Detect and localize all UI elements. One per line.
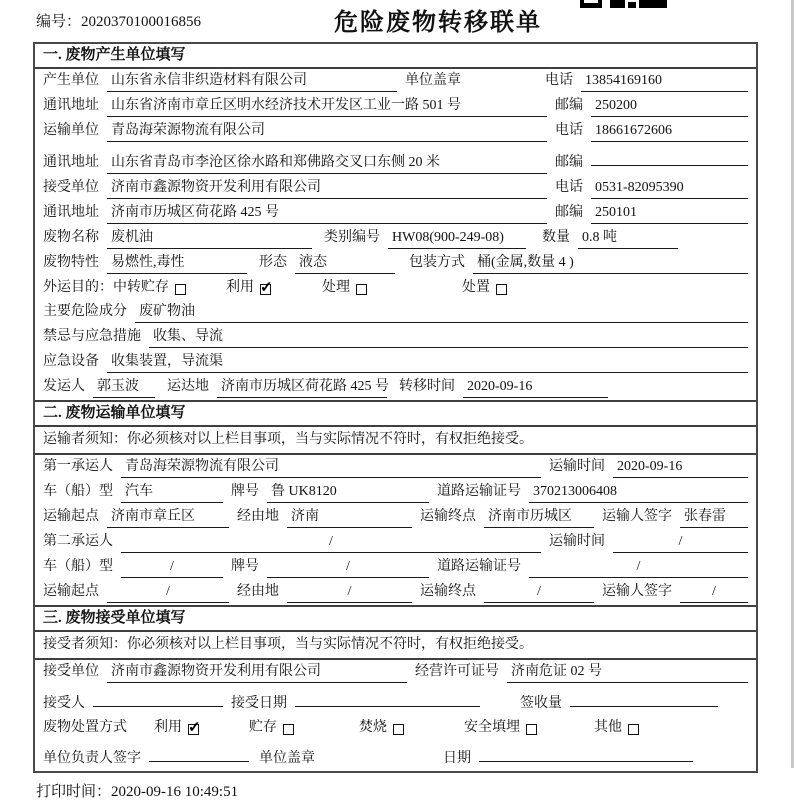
- chief-sign-label: 单位负责人签字: [43, 751, 141, 766]
- transport-time-label: 运输时间: [549, 534, 605, 549]
- disposal-option-label: 利用: [154, 720, 182, 735]
- road-permit-label: 道路运输证号: [437, 559, 521, 574]
- form-state-value: 液态: [295, 253, 395, 274]
- quantity-label: 数量: [542, 230, 570, 245]
- producer-address-value: 山东省济南市章丘区明水经济技术开发区工业一路 501 号: [107, 96, 547, 117]
- transporter-zip-value: [591, 146, 748, 166]
- section1-header: 一. 废物产生单位填写: [35, 44, 756, 69]
- transporter-notice-row: [35, 427, 756, 455]
- vehicle-type-label: 车（船）型: [43, 484, 113, 499]
- receiver-zip-value: 250101: [591, 203, 748, 224]
- print-time-line: [36, 780, 796, 801]
- carrier2-vehicle-row: [35, 555, 756, 580]
- purpose-option-utilize: [226, 278, 271, 298]
- checkbox-icon: [188, 724, 199, 735]
- receiving-unit-value: 济南市鑫源物资开发利用有限公司: [107, 662, 407, 683]
- transporter-row: [35, 119, 756, 144]
- receiver-notice-label: 接受者须知：: [43, 637, 127, 652]
- chief-sign-value: [149, 742, 249, 762]
- phone-label: 电话: [555, 123, 583, 138]
- carrier1-origin-value: 济南市章丘区: [107, 507, 229, 528]
- carrier2-plate-value: /: [267, 557, 429, 578]
- date-label: 日期: [443, 751, 471, 766]
- transporter-notice-label: 运输者须知：: [43, 432, 127, 447]
- taboo-value: 收集、导流: [149, 327, 748, 348]
- carrier2-origin-value: /: [107, 582, 229, 603]
- disposal-option-label: 安全填埋: [464, 720, 520, 735]
- carrier2-time-value: /: [613, 532, 748, 553]
- carrier1-time-value: 2020-09-16: [613, 457, 748, 478]
- carrier2-via-value: /: [287, 582, 412, 603]
- quantity-value: 0.8 吨: [578, 228, 678, 249]
- equipment-label: 应急设备: [43, 354, 99, 369]
- received-qty-label: 签收量: [520, 696, 562, 711]
- transporter-notice-text: 你必须核对以上栏目事项，当与实际情况不符时，有权拒绝接受。: [127, 432, 533, 447]
- carrier1-sign-value: 张春雷: [680, 507, 748, 528]
- hazard-value: 废矿物油: [135, 302, 748, 323]
- receiver-address-row: [35, 201, 756, 226]
- transfer-time-label: 转移时间: [399, 379, 455, 394]
- end-label: 运输终点: [420, 509, 476, 524]
- receiving-unit-row: [35, 660, 756, 685]
- disposal-option-storage: [249, 718, 294, 738]
- via-label: 经由地: [237, 584, 279, 599]
- carrier1-value: 青岛海荣源物流有限公司: [121, 457, 541, 478]
- license-value: 济南危证 02 号: [507, 662, 748, 683]
- disposal-option-other: [594, 718, 639, 738]
- sender-row: [35, 375, 756, 400]
- destination-value: 济南市历城区荷花路 425 号: [217, 377, 387, 398]
- purpose-label: 外运目的：: [43, 280, 113, 295]
- end-label: 运输终点: [420, 584, 476, 599]
- purpose-option-label: 中转贮存: [113, 280, 169, 295]
- hazard-label: 主要危险成分: [43, 304, 127, 319]
- disposal-option-label: 其他: [594, 720, 622, 735]
- transporter-sign-label: 运输人签字: [602, 584, 672, 599]
- transporter-phone-value: 18661672606: [591, 121, 748, 142]
- receiver-notice-row: [35, 632, 756, 660]
- via-label: 经由地: [237, 509, 279, 524]
- destination-label: 运达地: [167, 379, 209, 394]
- disposal-label: 废物处置方式: [43, 720, 127, 735]
- print-time-label: 打印时间：: [36, 784, 112, 800]
- carrier2-vehicle-value: /: [121, 557, 223, 578]
- disposal-option-utilize: [154, 718, 199, 738]
- checkbox-icon: [628, 724, 639, 735]
- packing-value: 桶(金属,数量 4 ): [473, 253, 748, 274]
- checkbox-icon: [260, 284, 271, 295]
- checkbox-icon: [393, 724, 404, 735]
- purpose-option-treat: [322, 278, 367, 298]
- zip-label: 邮编: [555, 98, 583, 113]
- waste-name-value: 废机油: [107, 228, 312, 249]
- receiver-label: 接受单位: [43, 180, 99, 195]
- equipment-row: [35, 350, 756, 375]
- category-label: 类别编号: [324, 230, 380, 245]
- carrier1-route-row: [35, 505, 756, 530]
- acceptor-row: [35, 685, 756, 716]
- receiver-address-value: 济南市历城区荷花路 425 号: [107, 203, 547, 224]
- carrier1-via-value: 济南: [287, 507, 412, 528]
- sender-label: 发运人: [43, 379, 85, 394]
- address-label: 通讯地址: [43, 98, 99, 113]
- taboo-row: [35, 325, 756, 350]
- purpose-row: [35, 276, 756, 300]
- receiving-unit-label: 接受单位: [43, 664, 99, 679]
- waste-character-value: 易燃性,毒性: [107, 253, 247, 274]
- checkbox-icon: [496, 284, 507, 295]
- signature-row: [35, 740, 756, 771]
- equipment-value: 收集装置，导流渠: [107, 352, 748, 373]
- road-permit-label: 道路运输证号: [437, 484, 521, 499]
- transfer-time-value: 2020-09-16: [463, 377, 608, 398]
- address-label: 通讯地址: [43, 205, 99, 220]
- form-state-label: 形态: [259, 255, 287, 270]
- origin-label: 运输起点: [43, 584, 99, 599]
- transporter-address-row: [35, 144, 756, 176]
- checkbox-icon: [526, 724, 537, 735]
- waste-name-row: [35, 226, 756, 251]
- sender-value: 郭玉波: [93, 377, 155, 398]
- disposal-option-label: 贮存: [249, 720, 277, 735]
- carrier2-sign-value: /: [680, 582, 748, 603]
- disposal-option-label: 焚烧: [359, 720, 387, 735]
- receiver-phone-value: 0531-82095390: [591, 178, 748, 199]
- carrier2-route-row: [35, 580, 756, 605]
- taboo-label: 禁忌与应急措施: [43, 329, 141, 344]
- section3-header: 三. 废物接受单位填写: [35, 605, 756, 632]
- plate-label: 牌号: [231, 484, 259, 499]
- disposal-option-landfill: [464, 718, 537, 738]
- accept-date-label: 接受日期: [231, 696, 287, 711]
- accept-date-value: [295, 687, 480, 707]
- producer-address-row: [35, 94, 756, 119]
- plate-label: 牌号: [231, 559, 259, 574]
- right-edge-line: [791, 0, 794, 768]
- transfer-form-table: [33, 42, 758, 773]
- document-header: [0, 0, 796, 42]
- page-title: 危险废物转移联单: [334, 10, 542, 36]
- transport-time-label: 运输时间: [549, 459, 605, 474]
- zip-label: 邮编: [555, 205, 583, 220]
- date-value: [479, 742, 693, 762]
- purpose-option-transfer-storage: [113, 278, 186, 298]
- carrier2-value: /: [121, 532, 541, 553]
- unit-seal-label: 单位盖章: [405, 73, 461, 88]
- waste-character-label: 废物特性: [43, 255, 99, 270]
- carrier2-permit-value: /: [529, 557, 748, 578]
- transporter-label: 运输单位: [43, 123, 99, 138]
- acceptor-value: [93, 687, 223, 707]
- received-qty-value: [570, 687, 718, 707]
- transporter-address-value: 山东省青岛市李沧区徐水路和郑佛路交叉口东侧 20 米: [107, 153, 547, 174]
- checkbox-icon: [356, 284, 367, 295]
- doc-number-label: 编号：: [36, 14, 82, 30]
- checkbox-icon: [283, 724, 294, 735]
- packing-label: 包装方式: [409, 255, 465, 270]
- carrier1-end-value: 济南市历城区: [484, 507, 594, 528]
- phone-label: 电话: [545, 73, 573, 88]
- carrier1-vehicle-row: [35, 480, 756, 505]
- category-value: HW08(900-249-08): [388, 228, 526, 249]
- section2-header: 二. 废物运输单位填写: [35, 400, 756, 427]
- carrier1-permit-value: 370213006408: [529, 482, 748, 503]
- producer-phone-value: 13854169160: [581, 71, 748, 92]
- carrier2-row: [35, 530, 756, 555]
- vehicle-type-label: 车（船）型: [43, 559, 113, 574]
- receiver-notice-text: 你必须核对以上栏目事项，当与实际情况不符时，有权拒绝接受。: [127, 637, 533, 652]
- phone-label: 电话: [555, 180, 583, 195]
- carrier1-vehicle-value: 汽车: [121, 482, 223, 503]
- acceptor-label: 接受人: [43, 696, 85, 711]
- carrier2-end-value: /: [484, 582, 594, 603]
- producer-label: 产生单位: [43, 73, 99, 88]
- producer-row: [35, 69, 756, 94]
- origin-label: 运输起点: [43, 509, 99, 524]
- checkbox-icon: [175, 284, 186, 295]
- receiver-row: [35, 176, 756, 201]
- carrier1-label: 第一承运人: [43, 459, 113, 474]
- disposal-option-incinerate: [359, 718, 404, 738]
- waste-character-row: [35, 251, 756, 276]
- producer-zip-value: 250200: [591, 96, 748, 117]
- disposal-row: [35, 716, 756, 740]
- purpose-option-label: 处理: [322, 280, 350, 295]
- clipped-stamp-marks-icon: [580, 0, 670, 8]
- carrier2-label: 第二承运人: [43, 534, 113, 549]
- transporter-value: 青岛海荣源物流有限公司: [107, 121, 547, 142]
- purpose-option-dispose: [462, 278, 507, 298]
- carrier1-plate-value: 鲁 UK8120: [267, 482, 429, 503]
- transporter-sign-label: 运输人签字: [602, 509, 672, 524]
- purpose-option-label: 利用: [226, 280, 254, 295]
- address-label: 通讯地址: [43, 155, 99, 170]
- carrier1-row: [35, 455, 756, 480]
- waste-name-label: 废物名称: [43, 230, 99, 245]
- license-label: 经营许可证号: [415, 664, 499, 679]
- producer-value: 山东省永信非织造材料有限公司: [107, 71, 397, 92]
- receiver-value: 济南市鑫源物资开发利用有限公司: [107, 178, 547, 199]
- zip-label: 邮编: [555, 155, 583, 170]
- unit-seal-label: 单位盖章: [259, 751, 315, 766]
- purpose-option-label: 处置: [462, 280, 490, 295]
- doc-number-value: 2020370100016856: [81, 14, 202, 30]
- hazard-row: [35, 300, 756, 325]
- print-time-value: 2020-09-16 10:49:51: [111, 784, 239, 800]
